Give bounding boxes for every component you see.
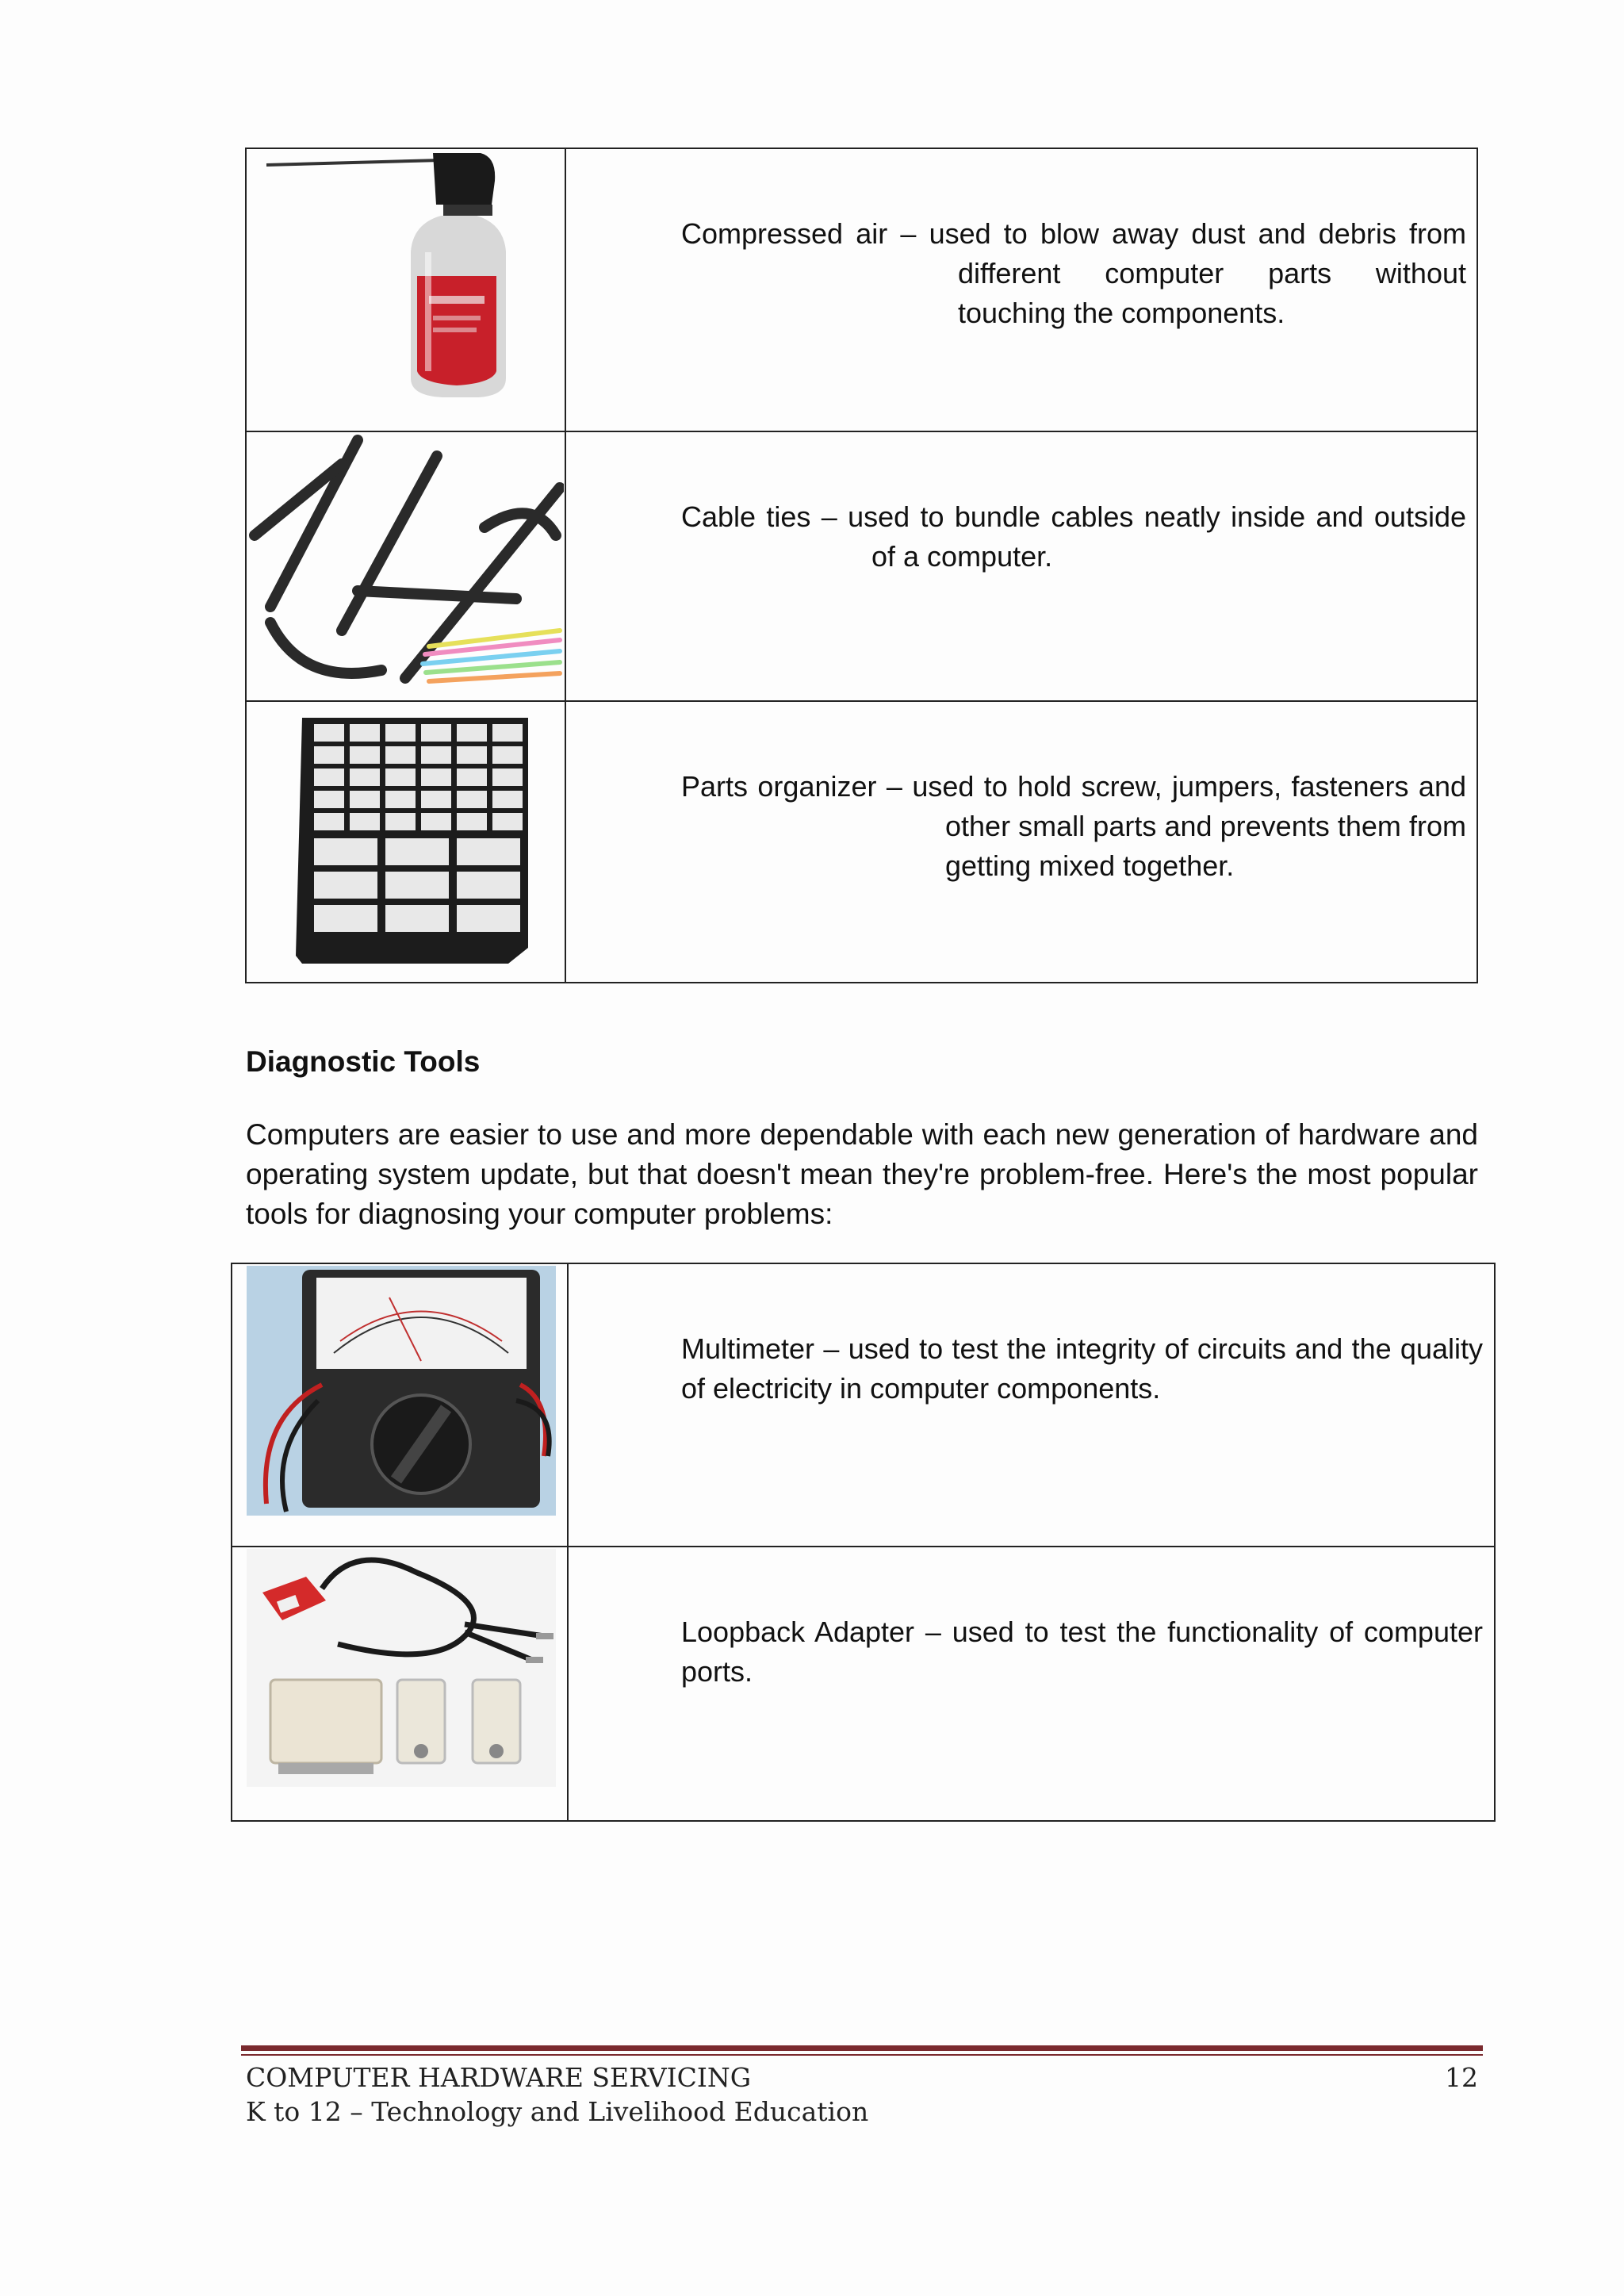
footer-rule (241, 2045, 1483, 2051)
tools-table-cleaning (245, 148, 1478, 983)
compressed-air-description: Compressed air – used to blow away dust and debris from different computer parts without touching the components. (681, 217, 1466, 329)
cable-ties-image (246, 431, 565, 701)
loopback-adapter-description: Loopback Adapter – used to test the functionality of computer ports. (681, 1616, 1483, 1688)
term: Multimeter (681, 1332, 815, 1365)
term: Parts organizer (681, 770, 877, 803)
term: Cable ties (681, 500, 811, 533)
loopback-adapter-image (232, 1547, 568, 1821)
definition: used to hold screw, jumpers, fasteners and other small parts and prevents them from getting mixed together. (912, 770, 1466, 882)
parts-organizer-image (246, 701, 565, 983)
cable-ties-description: Cable ties – used to bundle cables neatly inside and outside of a computer. (681, 500, 1466, 573)
parts-organizer-description: Parts organizer – used to hold screw, jumpers, fasteners and other small parts and prevents them from getting mixed together. (681, 770, 1466, 882)
footer-course-title: COMPUTER HARDWARE SERVICING (246, 2062, 752, 2093)
compressed-air-image (246, 148, 565, 431)
page-number: 12 (1445, 2062, 1478, 2093)
table-row (246, 431, 1477, 701)
table-row (232, 1263, 1495, 1547)
tools-table-diagnostic (231, 1263, 1496, 1822)
multimeter-image (232, 1263, 568, 1547)
section-heading: Diagnostic Tools (246, 1045, 481, 1078)
section-intro-paragraph: Computers are easier to use and more dependable with each new generation of hardware and operating system update, but that doesn't mean they're problem-free. Here's the most popular tools for diagnosing your computer problems: (246, 1118, 1478, 1230)
term: Compressed air (681, 217, 888, 250)
table-row (246, 701, 1477, 983)
multimeter-description: Multimeter – used to test the integrity of circuits and the quality of electricity in computer components. (681, 1332, 1483, 1405)
term: Loopback Adapter (681, 1616, 915, 1648)
definition: used to bundle cables neatly inside and outside of a computer. (848, 500, 1466, 573)
table-row (246, 148, 1477, 431)
definition: used to blow away dust and debris from different computer parts without touching the components. (929, 217, 1466, 329)
definition: used to test the integrity of circuits and the quality of electricity in computer components. (681, 1332, 1483, 1405)
footer-rule-thin (241, 2054, 1483, 2056)
footer-program-title: K to 12 – Technology and Livelihood Education (246, 2096, 869, 2127)
table-row (232, 1547, 1495, 1821)
definition: used to test the functionality of computer ports. (681, 1616, 1483, 1688)
